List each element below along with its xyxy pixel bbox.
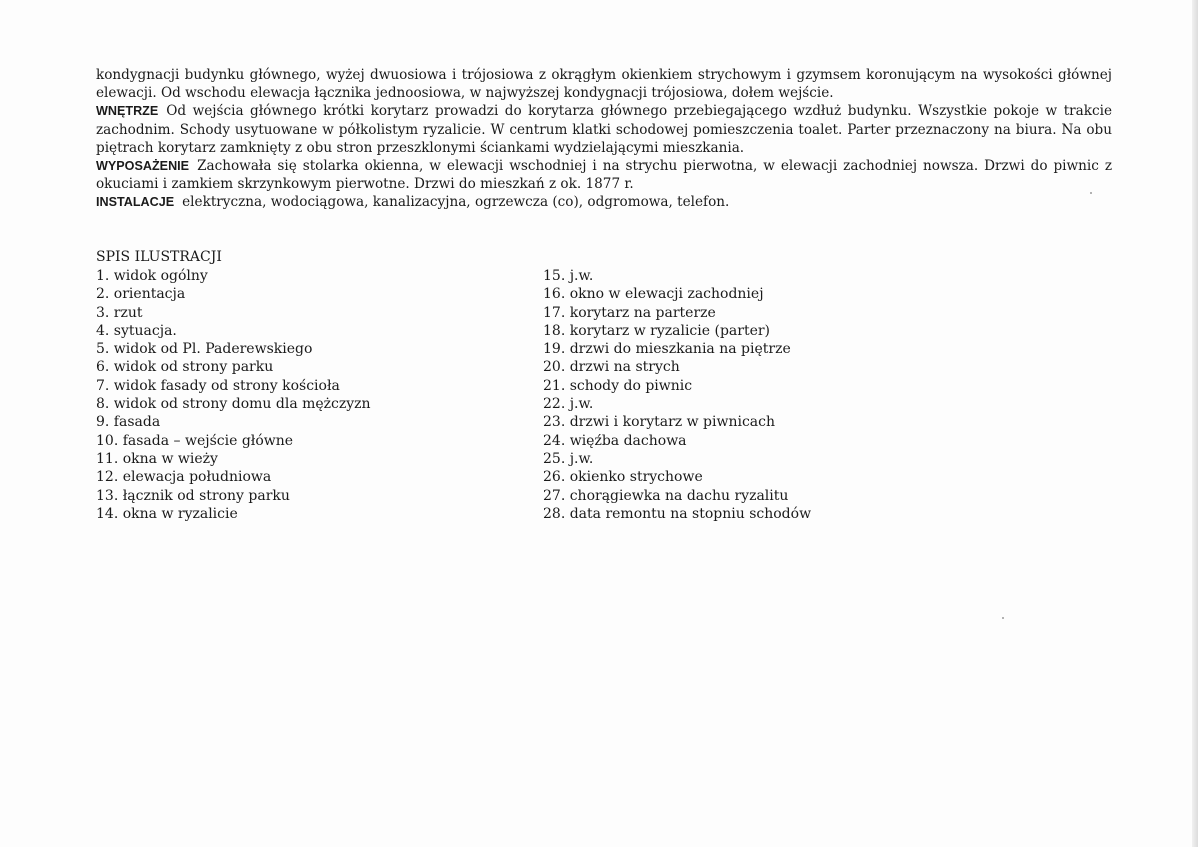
description-block xyxy=(96,66,1112,212)
list-item: 23. drzwi i korytarz w piwnicach xyxy=(543,414,775,431)
list-item: 28. data remontu na stopniu schodów xyxy=(543,505,812,522)
list-item: 14. okna w ryzalicie xyxy=(96,505,238,522)
list-item: 1. widok ogólny xyxy=(96,268,208,284)
illustrations-title: SPIS ILUSTRACJI xyxy=(96,249,222,265)
list-item: 16. okno w elewacji zachodniej xyxy=(543,286,764,303)
illustrations-list-left xyxy=(96,267,496,523)
wnetrze-text: Od wejścia głównego krótki korytarz prowadzi do korytarza głównego przebiegającego wzdłuż budynku. Wszystkie pokoje w trakcie zachodnim. Schody usytuowane w półkolistym ryzalicie. W centrum klatki schodowej pomieszczenia toalet. Parter przeznaczony na biura. Na obu piętrach korytarz zamknięty z obu stron przeszklonymi ściankami wydzielającymi mieszkania. xyxy=(96,103,1112,156)
list-item: 20. drzwi na strych xyxy=(543,359,680,376)
list-item: 25. j.w. xyxy=(543,450,594,467)
list-item: 27. chorągiewka na dachu ryzalitu xyxy=(543,487,789,504)
wnetrze-paragraph xyxy=(96,102,1112,157)
list-item: 24. więźba dachowa xyxy=(543,432,687,449)
instalacje-paragraph xyxy=(96,193,1112,211)
wyposazenie-heading: WYPOSAŻENIE xyxy=(96,159,190,174)
scan-speck xyxy=(1090,192,1092,194)
list-item: 26. okienko strychowe xyxy=(543,469,703,486)
list-item: 7. widok fasady od strony kościoła xyxy=(96,377,340,394)
list-item: 10. fasada – wejście główne xyxy=(96,432,294,449)
illustrations-list-right xyxy=(543,267,963,523)
instalacje-heading: INSTALACJE xyxy=(96,195,175,210)
intro-paragraph: kondygnacji budynku głównego, wyżej dwuosiowa i trójosiowa z okrągłym okienkiem strychowym i gzymsem koronującym na wysokości głównej elewacji. Od wschodu elewacja łącznika jednoosiowa, w najwyższej kondygnacji trójosiowa, dołem wejście. xyxy=(96,67,1112,102)
scan-edge xyxy=(1192,0,1198,847)
wyposazenie-paragraph xyxy=(96,157,1112,193)
list-item: 11. okna w wieży xyxy=(96,450,218,467)
wyposazenie-text: Zachowała się stolarka okienna, w elewacji wschodniej i na strychu pierwotna, w elewacji zachodniej nowsza. Drzwi do piwnic z okuciami i zamkiem skrzynkowym pierwotne. Drzwi do mieszkań z ok. 1877 r. xyxy=(96,158,1112,193)
list-item: 19. drzwi do mieszkania na piętrze xyxy=(543,341,791,358)
list-item: 4. sytuacja. xyxy=(96,322,177,339)
list-item: 21. schody do piwnic xyxy=(543,377,693,394)
list-item: 9. fasada xyxy=(96,414,161,431)
list-item: 18. korytarz w ryzalicie (parter) xyxy=(543,322,771,339)
list-item: 17. korytarz na parterze xyxy=(543,304,716,321)
scan-speck xyxy=(1002,617,1004,619)
instalacje-text: elektryczna, wodociągowa, kanalizacyjna, ogrzewcza (co), odgromowa, telefon. xyxy=(182,194,730,211)
list-item: 5. widok od Pl. Paderewskiego xyxy=(96,341,313,358)
list-item: 3. rzut xyxy=(96,304,143,321)
list-item: 15. j.w. xyxy=(543,268,594,284)
list-item: 22. j.w. xyxy=(543,396,594,413)
list-item: 13. łącznik od strony parku xyxy=(96,487,290,504)
list-item: 12. elewacja południowa xyxy=(96,469,272,486)
list-item: 8. widok od strony domu dla mężczyzn xyxy=(96,396,371,413)
list-item: 6. widok od strony parku xyxy=(96,359,274,376)
wnetrze-heading: WNĘTRZE xyxy=(96,104,159,119)
list-item: 2. orientacja xyxy=(96,286,186,303)
